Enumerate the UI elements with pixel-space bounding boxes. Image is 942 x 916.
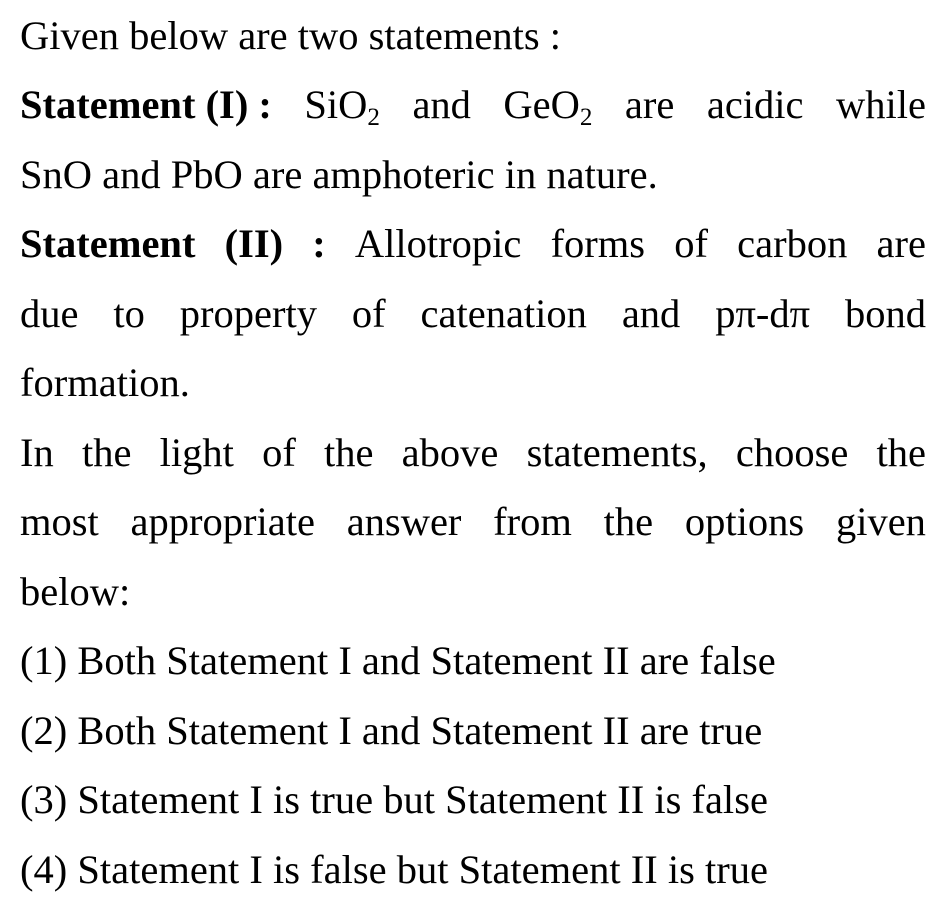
prompt-line-2: [20, 487, 926, 557]
word: most: [20, 499, 99, 544]
option-4: (4) Statement I is false but Statement II is true: [20, 846, 768, 892]
word: and: [621, 290, 681, 336]
word: of: [262, 429, 296, 475]
word: answer: [346, 499, 462, 544]
prompt-line-1: [20, 418, 926, 488]
statement-2-label-word: Statement: [20, 221, 196, 266]
statement-2-label-word: :: [312, 221, 326, 266]
word: of: [674, 221, 708, 266]
word: of: [351, 290, 386, 336]
statement-1-label: Statement (I) :: [20, 82, 272, 127]
word: to: [113, 290, 145, 336]
word: the: [81, 429, 132, 475]
word: carbon: [737, 221, 848, 266]
word: due: [20, 290, 79, 336]
word: property: [179, 290, 317, 336]
word: forms: [550, 221, 646, 266]
word: the: [324, 429, 374, 475]
word: Allotropic: [354, 221, 522, 266]
statement-1-line-2: SnO and PbO are amphoteric in nature.: [20, 151, 658, 197]
word: catenation: [420, 290, 587, 336]
word: acidic: [706, 82, 804, 127]
word: are: [876, 221, 926, 266]
word: options: [684, 499, 805, 544]
word: from: [493, 499, 572, 544]
word: In: [20, 429, 54, 475]
statement-2-line-3: formation.: [20, 360, 190, 405]
word: the: [876, 429, 926, 475]
formula-geo2: GeO$_2$: [503, 82, 593, 132]
word: while: [836, 82, 926, 127]
word: pπ-dπ: [715, 290, 811, 336]
option-3: (3) Statement I is true but Statement II is false: [20, 777, 768, 822]
word: choose: [735, 429, 849, 475]
word: statements,: [526, 429, 708, 475]
intro-text: Given below are two statements :: [20, 13, 561, 58]
statement-2-label-word: (II): [224, 221, 284, 266]
option-1: (1) Both Statement I and Statement II are false: [20, 638, 776, 683]
statement-1-line-1: [20, 70, 926, 140]
statement-2-line-1: [20, 209, 926, 279]
formula-sio2: SiO$_2$: [304, 82, 380, 132]
word: are: [624, 82, 675, 127]
option-2: (2) Both Statement I and Statement II are true: [20, 707, 763, 753]
prompt-line-3: below:: [20, 568, 131, 614]
question-document: [20, 0, 926, 904]
word: and: [412, 82, 471, 127]
word: appropriate: [130, 499, 315, 544]
word: given: [835, 499, 926, 544]
word: above: [401, 429, 499, 475]
word: the: [603, 499, 654, 544]
statement-2-line-2: [20, 279, 926, 349]
word: light: [159, 429, 234, 475]
word: bond: [844, 290, 926, 336]
